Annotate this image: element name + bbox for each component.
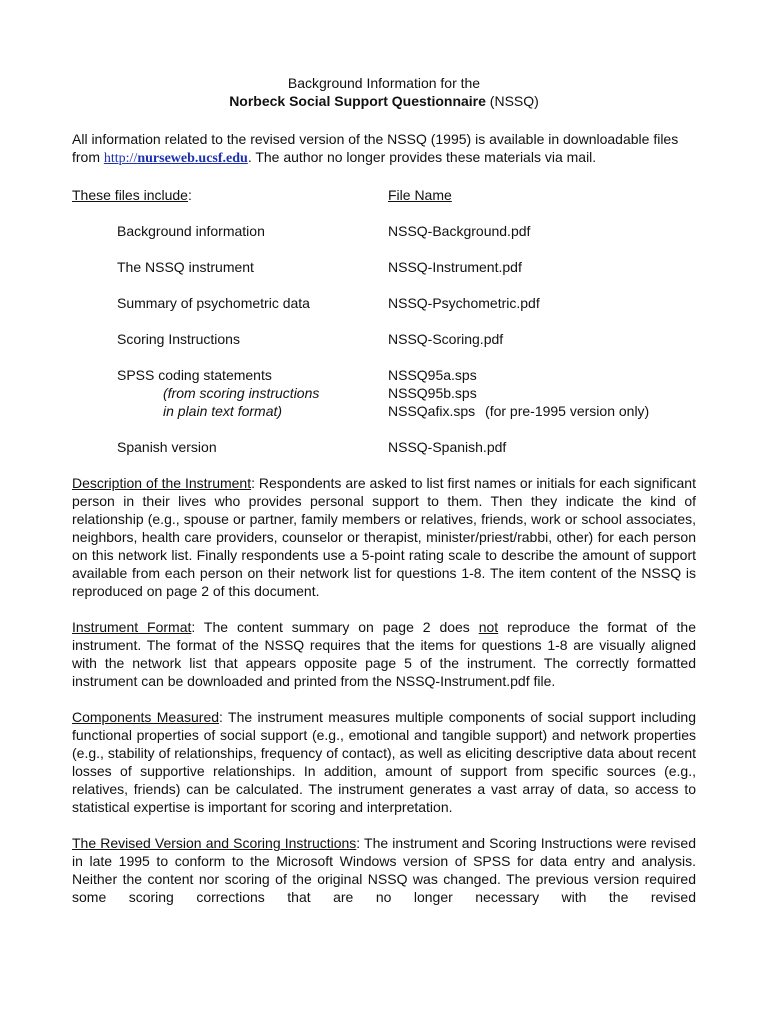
spss-description (117, 366, 319, 420)
spss-file-names (388, 366, 649, 420)
file-description: Background information (117, 223, 265, 239)
spss-file-2: NSSQ95b.sps (388, 385, 477, 401)
format-heading: Instrument Format (72, 619, 192, 635)
description-section (72, 474, 696, 600)
revised-section (72, 834, 696, 906)
file-row (72, 258, 696, 276)
intro-paragraph (72, 130, 696, 168)
intro-text-before: All information related to the revised version of the NSSQ (1995) is available in downloadable files from (72, 131, 679, 165)
title-line-1: Background Information for the (287, 75, 481, 91)
components-section (72, 708, 696, 816)
file-row (72, 330, 696, 348)
spss-file-3: NSSQafix.sps (for pre-1995 version only) (388, 403, 650, 419)
description-heading: Description of the Instrument (72, 475, 252, 491)
spss-file-1: NSSQ95a.sps (388, 367, 477, 383)
file-description: Spanish version (117, 439, 217, 455)
file-description: Scoring Instructions (117, 331, 240, 347)
title-line-2 (72, 92, 696, 110)
nurseweb-link[interactable] (104, 149, 248, 165)
file-row-spanish (72, 438, 696, 456)
file-name: NSSQ-Psychometric.pdf (388, 295, 540, 311)
format-section (72, 618, 696, 690)
file-row-spss (72, 366, 696, 420)
format-not-emphasis: not (478, 619, 499, 635)
description-body: : Respondents are asked to list first names or initials for each significant person in their lives who provides personal support to them. Then they indicate the kind of relationship (e.g., spouse or partner, family members or relatives, friends, work or school associates, neighbors, health care providers, counselor or therapist, minister/priest/rabbi, other) for each person on this network list. Finally respondents use a 5-point rating scale to describe the amount of support available from each person on their network list for questions 1-8. The item content of the NSSQ is reproduced on page 2 of this document. (72, 475, 696, 599)
file-description: Summary of psychometric data (117, 295, 310, 311)
file-name: NSSQ-Spanish.pdf (388, 439, 507, 455)
format-body-a: : The content summary on page 2 does (191, 619, 479, 635)
files-include-heading: These files include: (72, 187, 192, 203)
file-row (72, 222, 696, 240)
spss-desc-line: SPSS coding statements (117, 367, 272, 383)
file-name: NSSQ-Background.pdf (388, 223, 531, 239)
spss-sub-line-2: in plain text format) (163, 403, 283, 419)
spss-sub-line-1: (from scoring instructions (163, 385, 320, 401)
spss-file-3-note: (for pre-1995 version only) (485, 403, 650, 419)
file-row (72, 294, 696, 312)
questionnaire-name: Norbeck Social Support Questionnaire (229, 93, 486, 109)
files-table-header (72, 186, 696, 204)
file-name: NSSQ-Instrument.pdf (388, 259, 522, 275)
components-heading: Components Measured (72, 709, 220, 725)
revised-heading: The Revised Version and Scoring Instructions (72, 835, 357, 851)
link-host: nurseweb.ucsf.edu (137, 151, 248, 166)
intro-text-after: . The author no longer provides these materials via mail. (247, 149, 597, 165)
link-prefix: http:// (103, 151, 138, 166)
components-body: : The instrument measures multiple components of social support including functional properties of social support (e.g., emotional and tangible support) and network properties (e.g., stability of relationships, frequency of contact), as well as eliciting descriptive data about recent losses of supportive relationships. In addition, amount of support from specific sources (e.g., relatives, friends) can be calculated. The instrument generates a vast array of data, so access to statistical expertise is important for scoring and interpretation. (72, 709, 697, 815)
revised-body: : The instrument and Scoring Instructions were revised in late 1995 to conform to the Microsoft Windows version of SPSS for data entry and analysis. Neither the content nor scoring of the original NSSQ was changed. The previous version required some scoring corrections that are no longer necessary with the revised (72, 835, 696, 905)
file-name-heading: File Name (388, 187, 452, 203)
document-title (72, 74, 696, 110)
document-page (72, 74, 696, 924)
format-body-b: reproduce the format of the instrument. The format of the NSSQ requires that the items for questions 1-8 are visually aligned with the network list that appears opposite page 5 of the instrument. The correctly formatted instrument can be downloaded and printed from the NSSQ-Instrument.pdf file. (72, 619, 696, 689)
questionnaire-abbrev: (NSSQ) (485, 93, 539, 109)
file-description: The NSSQ instrument (117, 259, 254, 275)
file-name: NSSQ-Scoring.pdf (388, 331, 504, 347)
